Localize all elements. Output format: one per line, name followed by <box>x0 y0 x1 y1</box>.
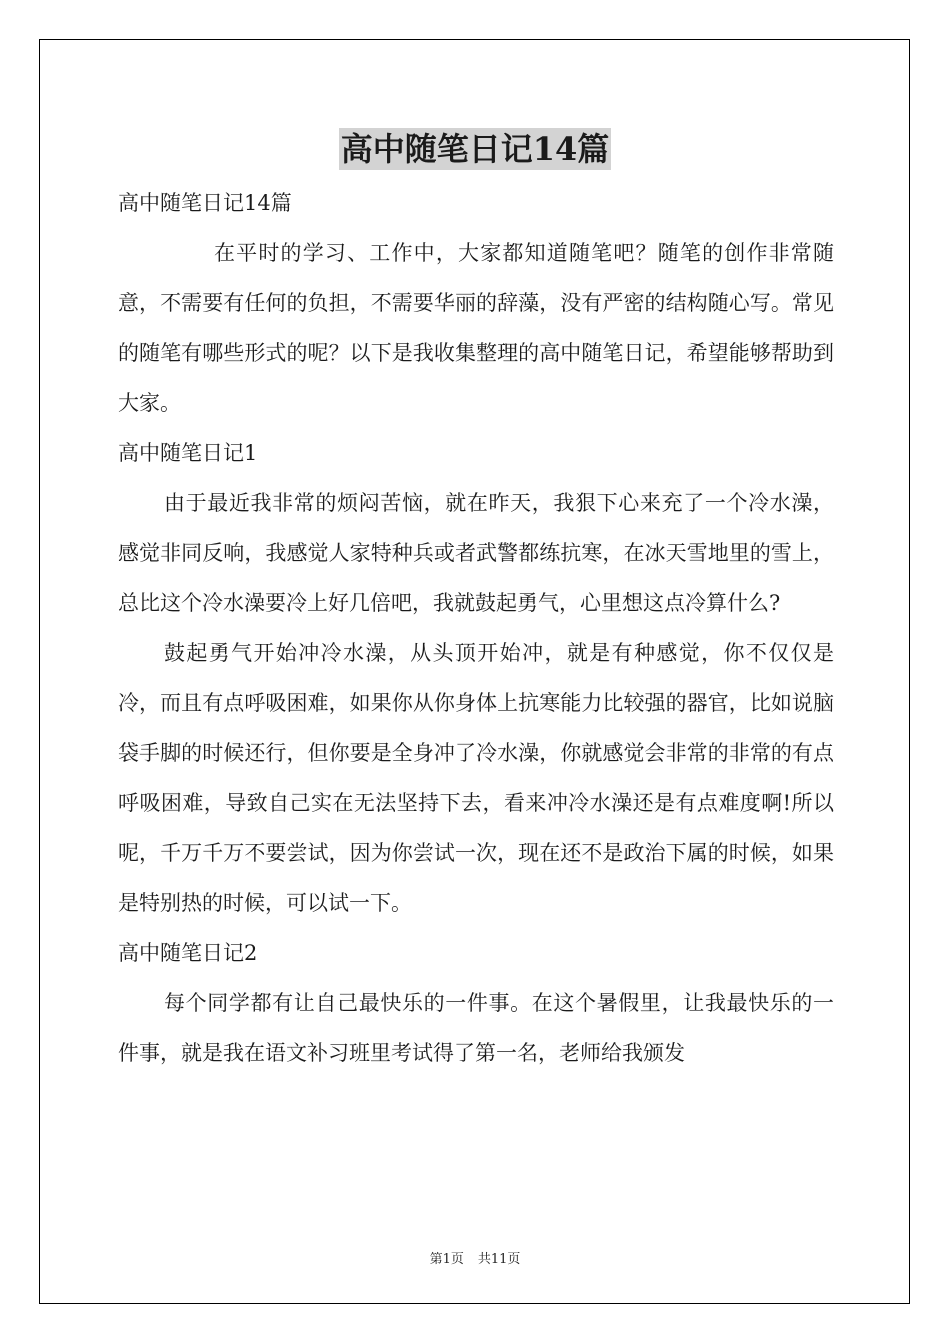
title-container <box>0 128 950 170</box>
section-heading-1: 高中随笔日记1 <box>118 441 258 465</box>
body-paragraph: 由于最近我非常的烦闷苦恼，就在昨天，我狠下心来充了一个冷水澡，感觉非同反响，我感觉人家特种兵或者武警都练抗寒，在冰天雪地里的雪上，总比这个冷水澡要冷上好几倍吧，我就鼓起勇气，心里想这点冷算什么? <box>118 491 834 615</box>
body-paragraph: 鼓起勇气开始冲冷水澡，从头顶开始冲，就是有种感觉，你不仅仅是冷，而且有点呼吸困难，如果你从你身体上抗寒能力比较强的器官，比如说脑袋手脚的时候还行，但你要是全身冲了冷水澡，你就感觉会非常的非常的有点呼吸困难，导致自己实在无法坚持下去，看来冲冷水澡还是有点难度啊!所以呢，千万千万不要尝试，因为你尝试一次，现在还不是政治下属的时候，如果是特别热的时候，可以试一下。 <box>118 641 834 915</box>
section-heading-2: 高中随笔日记2 <box>118 941 258 965</box>
subtitle-heading: 高中随笔日记14篇 <box>118 191 292 215</box>
document-title: 高中随笔日记14篇 <box>340 130 610 168</box>
body-paragraph: 每个同学都有让自己最快乐的一件事。在这个暑假里，让我最快乐的一件事，就是我在语文补习班里考试得了第一名，老师给我颁发 <box>118 991 834 1065</box>
page-total: 共11页 <box>477 1252 521 1267</box>
intro-paragraph: 在平时的学习、工作中，大家都知道随笔吧？随笔的创作非常随意，不需要有任何的负担，不需要华丽的辞藻，没有严密的结构随心写。常见的随笔有哪些形式的呢？以下是我收集整理的高中随笔日记，希望能够帮助到大家。 <box>118 241 834 415</box>
page-footer <box>0 1248 950 1267</box>
document-body <box>118 178 834 1078</box>
page-number: 第1页 <box>429 1252 464 1267</box>
